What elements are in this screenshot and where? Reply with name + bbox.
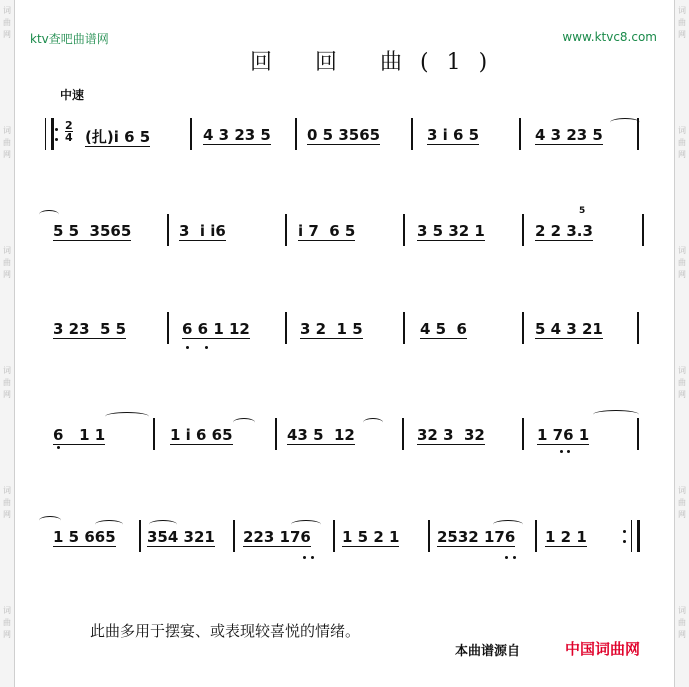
watermark-char: 网 bbox=[3, 390, 11, 399]
tie-slur bbox=[39, 210, 59, 219]
watermark-char: 网 bbox=[678, 510, 686, 519]
watermark-char: 网 bbox=[3, 30, 11, 39]
barline bbox=[642, 214, 644, 246]
measure: 43 5 12 bbox=[287, 426, 355, 444]
tie-slur bbox=[291, 520, 321, 529]
barline bbox=[139, 520, 141, 552]
measure: 1 5 2 1 bbox=[342, 528, 400, 546]
watermark-char: 曲 bbox=[3, 378, 11, 387]
watermark-char: 网 bbox=[678, 630, 686, 639]
watermark-char: 网 bbox=[3, 510, 11, 519]
watermark-char: 网 bbox=[3, 150, 11, 159]
measure: 4 5 6 bbox=[420, 320, 467, 338]
tie-slur bbox=[493, 520, 523, 529]
watermark-char: 曲 bbox=[3, 618, 11, 627]
watermark-char: 曲 bbox=[678, 258, 686, 267]
measure: 4 3 23 5 bbox=[203, 126, 271, 144]
measure: 354 321 bbox=[147, 528, 215, 546]
source-site-link[interactable]: 中国词曲网 bbox=[565, 640, 641, 658]
measure: i 7 6 5 bbox=[298, 222, 356, 240]
watermark-char: 词 bbox=[3, 606, 11, 615]
low-octave-dot bbox=[505, 556, 508, 559]
repeat-dot bbox=[55, 128, 58, 131]
tie-slur bbox=[39, 516, 61, 525]
watermark-char: 曲 bbox=[678, 498, 686, 507]
watermark-char: 词 bbox=[678, 246, 686, 255]
watermark-char: 曲 bbox=[678, 138, 686, 147]
repeat-dot bbox=[623, 540, 626, 543]
barline bbox=[167, 214, 169, 246]
barline bbox=[637, 118, 639, 150]
tie-slur bbox=[105, 412, 149, 421]
repeat-dot bbox=[55, 138, 58, 141]
measure: 2532 176 bbox=[437, 528, 516, 546]
measure: 5 4 3 21 bbox=[535, 320, 603, 338]
site-url-right[interactable]: www.ktvc8.com bbox=[562, 30, 657, 44]
score-row-5 bbox=[45, 520, 645, 560]
watermark-char: 词 bbox=[678, 126, 686, 135]
watermark-char: 词 bbox=[3, 126, 11, 135]
barline bbox=[522, 418, 524, 450]
watermark-char: 曲 bbox=[3, 258, 11, 267]
watermark-char: 词 bbox=[3, 6, 11, 15]
repeat-dot bbox=[623, 530, 626, 533]
tie-slur bbox=[363, 418, 383, 427]
barline bbox=[285, 214, 287, 246]
watermark-char: 词 bbox=[678, 486, 686, 495]
barline bbox=[522, 214, 524, 246]
source-label: 本曲谱源自 bbox=[455, 644, 521, 659]
song-title: 回 回 曲(1) bbox=[250, 50, 506, 75]
score-row-2 bbox=[45, 206, 645, 254]
site-name-left[interactable]: ktv查吧曲谱网 bbox=[30, 32, 109, 46]
time-signature-top: 2 bbox=[65, 119, 73, 132]
barline bbox=[403, 312, 405, 344]
measure: 4 3 23 5 bbox=[535, 126, 603, 144]
measure: 6 6 1 12 bbox=[182, 320, 250, 338]
left-margin-strip bbox=[0, 0, 15, 687]
barline bbox=[333, 520, 335, 552]
barline bbox=[637, 418, 639, 450]
low-octave-dot bbox=[186, 346, 189, 349]
measure: 2 2 3.3 bbox=[535, 222, 593, 240]
watermark-char: 网 bbox=[3, 630, 11, 639]
low-octave-dot bbox=[205, 346, 208, 349]
watermark-char: 曲 bbox=[3, 498, 11, 507]
measure: 3 2 1 5 bbox=[300, 320, 363, 338]
tie-slur bbox=[610, 118, 640, 127]
tie-slur bbox=[233, 418, 255, 427]
barline bbox=[167, 312, 169, 344]
low-octave-dot bbox=[303, 556, 306, 559]
tie-slur bbox=[149, 520, 177, 529]
measure: 1 76 1 bbox=[537, 426, 590, 444]
low-octave-dot bbox=[560, 450, 563, 453]
repeat-start-barline bbox=[45, 118, 54, 150]
barline bbox=[637, 312, 639, 344]
watermark-char: 词 bbox=[678, 366, 686, 375]
measure: (扎)i 6 5 bbox=[85, 128, 151, 146]
watermark-char: 曲 bbox=[678, 18, 686, 27]
watermark-char: 网 bbox=[678, 390, 686, 399]
watermark-char: 网 bbox=[678, 30, 686, 39]
barline bbox=[402, 418, 404, 450]
watermark-char: 词 bbox=[3, 246, 11, 255]
watermark-char: 曲 bbox=[3, 138, 11, 147]
measure: 3 23 5 5 bbox=[53, 320, 127, 338]
watermark-char: 词 bbox=[678, 606, 686, 615]
measure: 1 2 1 bbox=[545, 528, 587, 546]
barline bbox=[190, 118, 192, 150]
tie-slur bbox=[593, 410, 639, 419]
measure: 3 i 6 5 bbox=[427, 126, 480, 144]
low-octave-dot bbox=[311, 556, 314, 559]
right-margin-strip bbox=[674, 0, 689, 687]
watermark-char: 曲 bbox=[678, 618, 686, 627]
watermark-char: 网 bbox=[678, 270, 686, 279]
low-octave-dot bbox=[513, 556, 516, 559]
low-octave-dot bbox=[567, 450, 570, 453]
barline bbox=[275, 418, 277, 450]
barline bbox=[535, 520, 537, 552]
grace-note: 5 bbox=[579, 206, 586, 216]
time-signature-bottom: 4 bbox=[65, 131, 73, 144]
tempo-marking: 中速 bbox=[60, 88, 85, 102]
barline bbox=[153, 418, 155, 450]
watermark-char: 网 bbox=[678, 150, 686, 159]
measure: 1 i 6 65 bbox=[170, 426, 233, 444]
performance-note: 此曲多用于摆宴、或表现较喜悦的情绪。 bbox=[90, 622, 361, 640]
measure: 5 5 3565 bbox=[53, 222, 132, 240]
barline bbox=[519, 118, 521, 150]
low-octave-dot bbox=[57, 446, 60, 449]
barline bbox=[403, 214, 405, 246]
measure: 3 i i6 bbox=[179, 222, 226, 240]
watermark-char: 网 bbox=[3, 270, 11, 279]
measure: 0 5 3565 bbox=[307, 126, 381, 144]
barline bbox=[411, 118, 413, 150]
measure: 223 176 bbox=[243, 528, 311, 546]
watermark-char: 词 bbox=[3, 486, 11, 495]
measure: 3 5 32 1 bbox=[417, 222, 485, 240]
tie-slur bbox=[95, 520, 123, 529]
score-row-1 bbox=[45, 118, 645, 158]
barline bbox=[233, 520, 235, 552]
score-row-3 bbox=[45, 312, 645, 352]
barline bbox=[295, 118, 297, 150]
measure: 32 3 32 bbox=[417, 426, 485, 444]
barline bbox=[285, 312, 287, 344]
watermark-char: 曲 bbox=[678, 378, 686, 387]
measure: 6 1 1 bbox=[53, 426, 106, 444]
repeat-end-barline bbox=[631, 520, 640, 552]
watermark-char: 词 bbox=[678, 6, 686, 15]
watermark-char: 词 bbox=[3, 366, 11, 375]
score-row-4 bbox=[45, 418, 645, 458]
measure: 1 5 665 bbox=[53, 528, 116, 546]
time-signature bbox=[65, 120, 73, 143]
barline bbox=[428, 520, 430, 552]
watermark-char: 曲 bbox=[3, 18, 11, 27]
barline bbox=[522, 312, 524, 344]
